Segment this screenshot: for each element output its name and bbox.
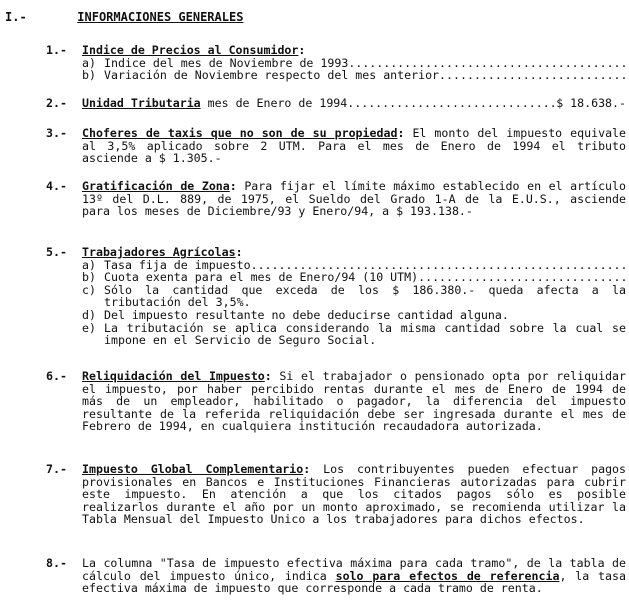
item-3: 3.- Choferes de taxis que no son de su propiedad: El monto del impuesto equivale al 3,5% aplicado sobre 2 UTM. Para el mes de Enero de 1994 el tributo asciende a $ 1.305.-: [46, 126, 627, 166]
item-4: 4.- Gratificación de Zona: Para fijar el límite máximo establecido en el artículo 13º del D.L. 889, de 1975, el Sueldo del Grado 1-A de la E.U.S., asciende para los meses de Diciembre/93 y Enero/94, a $ 193.138.-: [46, 179, 626, 219]
item-number: 4.-: [46, 179, 67, 193]
sub-item-c: c) Sólo la cantidad que exceda de los $ 186.380.- queda afecta a la tributación del 3,5%.: [82, 282, 626, 310]
sub-item-e: e) La tributación se aplica considerando la misma cantidad sobre la cual se impone en el Servicio de Seguro Social.: [82, 320, 626, 348]
item-5: 5.- Trabajadores Agrícolas: a) Tasa fija de impuesto ..... b) Cuota exenta para el mes de Enero/94 (10 UTM) ..... c) Sólo la cantidad que exceda de los $ 186.380.- queda afecta a la tributación del 3,5%. d) Del impuesto resultante no debe deducirse cantidad alguna. e) La tributación se aplica considerando la misma cantidad sobre la cual se impone en el Servicio de Seguro Social.: [46, 246, 626, 347]
item-text: Si el trabajador o pensionado opta por reliquidar el impuesto, por haber percibido rentas durante el mes de Enero de 1994 de más de un empleador, habilitado o pagador, la diferencia del impuesto resultante de la referida reliquidación debe ser ingresada durante el mes de Febrero de 1994, en cualquiera institución recaudadora autorizada.: [82, 369, 627, 434]
item-title: Unidad Tributaria: [82, 96, 201, 110]
item-text: Los contribuyentes pueden efectuar pagos provisionales en Bancos e Instituciones Financieras autorizadas para cubrir este impuesto. En atención a que los citados pagos sólo es posible realizarlos durante el año por un monto aproximado, se recomienda utilizar la Tabla Mensual del Impuesto Unico a los trabajadores para dichos efectos.: [82, 462, 627, 527]
item-title: Trabajadores Agrícolas: [82, 245, 236, 259]
sub-item-b: b) Variación de Noviembre respecto del mes anterior .....: [82, 69, 626, 82]
item-text: El monto del impuesto equivale al 3,5% aplicado sobre 2 UTM. Para el mes de Enero de 1994 el tributo asciende a $ 1.305.-: [82, 126, 627, 166]
item-number: 2.-: [46, 96, 67, 110]
utm-value: $ 18.638.-: [556, 96, 626, 110]
item-number: 7.-: [46, 462, 67, 476]
item-1: 1.- Indice de Precios al Consumidor: a) Indice del mes de Noviembre de 1993 ..... b) Variación de Noviembre respecto del mes anterior .....: [46, 44, 626, 82]
item-title: Gratificación de Zona: [82, 179, 230, 193]
item-8: [46, 557, 626, 595]
section-heading: [5, 11, 243, 24]
item-title: Choferes de taxis que no son de su propiedad: [82, 126, 398, 140]
section-title: INFORMACIONES GENERALES: [77, 10, 244, 24]
sub-item-a: a) Indice del mes de Noviembre de 1993 .....: [82, 57, 626, 70]
item-6: 6.- Reliquidación del Impuesto: Si el trabajador o pensionado opta por reliquidar el impuesto, por haber percibido rentas durante el mes de Enero de 1994 de más de un empleador, habilitado o pagador, la diferencia del impuesto resultante de la referida reliquidación debe ser ingresada durante el mes de Febrero de 1994, en cualquiera institución recaudadora autorizada.: [46, 369, 627, 434]
sub-item-a: a) Tasa fija de impuesto .....: [82, 259, 626, 272]
item-text: La columna "Tasa de impuesto efectiva máxima para cada tramo", de la tabla de cálculo del impuesto único, indica: [82, 556, 626, 583]
item-text: Para fijar el límite máximo establecido en el artículo 13º del D.L. 889, de 1975, el Sueldo del Grado 1-A de la E.U.S., asciende para los meses de Diciembre/93 y Enero/94, a $ 193.138.-: [82, 179, 626, 219]
sub-item-b: b) Cuota exenta para el mes de Enero/94 (10 UTM) .....: [82, 271, 626, 284]
item-text-tail: , la tasa efectiva máxima de impuesto que corresponde a cada tramo de renta.: [82, 568, 626, 596]
item-title: Impuesto Global Complementario: [82, 462, 304, 476]
item-number: 6.-: [46, 369, 67, 383]
item-2: 2.- Unidad Tributaria mes de Enero de 1994 ..... $ 18.638.-: [46, 97, 626, 110]
item-emphasis: solo para efectos de referencia: [335, 568, 560, 583]
item-7: 7.- Impuesto Global Complementario: Los contribuyentes pueden efectuar pagos provisionales en Bancos e Instituciones Financieras autorizadas para cubrir este impuesto. En atención a que los citados pagos sólo es posible realizarlos durante el año por un monto aproximado, se recomienda utilizar la Tabla Mensual del Impuesto Unico a los trabajadores para dichos efectos.: [46, 462, 627, 527]
section-numeral: I.-: [5, 10, 27, 24]
item-number: 3.-: [46, 126, 67, 140]
item-title: Indice de Precios al Consumidor: [82, 43, 299, 57]
item-number: 5.-: [46, 245, 67, 259]
sub-item-d: d) Del impuesto resultante no debe deducirse cantidad alguna.: [82, 307, 509, 322]
item-number: 8.-: [46, 556, 67, 570]
item-title: Reliquidación del Impuesto: [82, 369, 265, 383]
item-number: 1.-: [46, 43, 67, 57]
